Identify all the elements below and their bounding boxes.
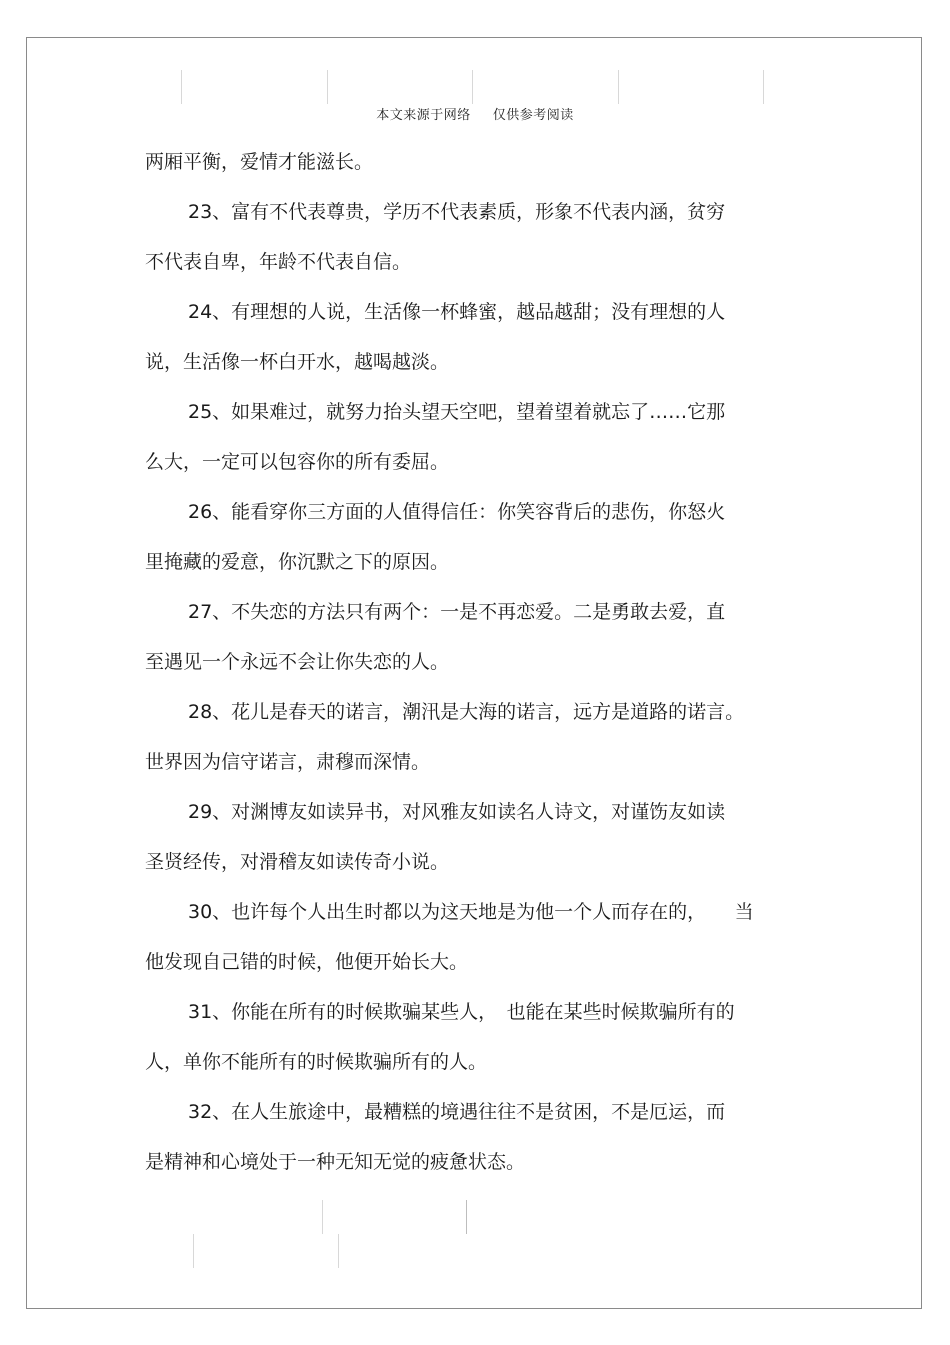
reference-note: 仅供参考阅读 bbox=[492, 108, 574, 123]
footer-divider-1 bbox=[322, 1200, 323, 1234]
body-line: 26、能看穿你三方面的人值得信任：你笑容背后的悲伤，你怒火 bbox=[188, 501, 726, 523]
document-body bbox=[145, 137, 815, 1187]
footer-divider-4 bbox=[338, 1234, 339, 1268]
header-divider-2 bbox=[327, 70, 328, 104]
body-line: 25、如果难过，就努力抬头望天空吧，望着望着就忘了……它那 bbox=[188, 401, 726, 423]
header-divider-3 bbox=[472, 70, 473, 104]
body-line: 至遇见一个永远不会让你失恋的人。 bbox=[145, 651, 450, 673]
body-line: 28、花儿是春天的诺言，潮汛是大海的诺言，远方是道路的诺言。 bbox=[188, 701, 745, 723]
body-line: 29、对渊博友如读异书，对风雅友如读名人诗文，对谨饬友如读 bbox=[188, 801, 726, 823]
body-line: 圣贤经传，对滑稽友如读传奇小说。 bbox=[145, 851, 450, 873]
body-line: 23、富有不代表尊贵，学历不代表素质，形象不代表内涵，贫穷 bbox=[188, 201, 726, 223]
body-line: 他发现自己错的时候，他便开始长大。 bbox=[145, 951, 469, 973]
body-line: 32、在人生旅途中，最糟糕的境遇往往不是贫困，不是厄运，而 bbox=[188, 1101, 726, 1123]
body-line: 人，单你不能所有的时候欺骗所有的人。 bbox=[145, 1051, 488, 1073]
body-line: 31、你能在所有的时候欺骗某些人， 也能在某些时候欺骗所有的 bbox=[188, 1001, 735, 1023]
body-line: 两厢平衡，爱情才能滋长。 bbox=[145, 151, 374, 173]
body-line: 是精神和心境处于一种无知无觉的疲惫状态。 bbox=[145, 1151, 526, 1173]
source-note: 本文来源于网络 bbox=[376, 108, 471, 123]
body-line: 24、有理想的人说，生活像一杯蜂蜜，越品越甜；没有理想的人 bbox=[188, 301, 726, 323]
header-divider-5 bbox=[763, 70, 764, 104]
body-line: 么大，一定可以包容你的所有委屈。 bbox=[145, 451, 450, 473]
footer-divider-2 bbox=[466, 1200, 467, 1234]
body-line: 说，生活像一杯白开水，越喝越淡。 bbox=[145, 351, 450, 373]
body-line: 30、也许每个人出生时都以为这天地是为他一个人而存在的， 当 bbox=[188, 901, 754, 923]
body-line: 不代表自卑，年龄不代表自信。 bbox=[145, 251, 412, 273]
body-line: 27、不失恋的方法只有两个：一是不再恋爱。二是勇敢去爱，直 bbox=[188, 601, 726, 623]
header-divider-4 bbox=[618, 70, 619, 104]
header-note bbox=[0, 104, 950, 123]
body-line: 里掩藏的爱意，你沉默之下的原因。 bbox=[145, 551, 450, 573]
header-divider-1 bbox=[181, 70, 182, 104]
body-line: 世界因为信守诺言，肃穆而深情。 bbox=[145, 751, 431, 773]
footer-divider-3 bbox=[193, 1234, 194, 1268]
